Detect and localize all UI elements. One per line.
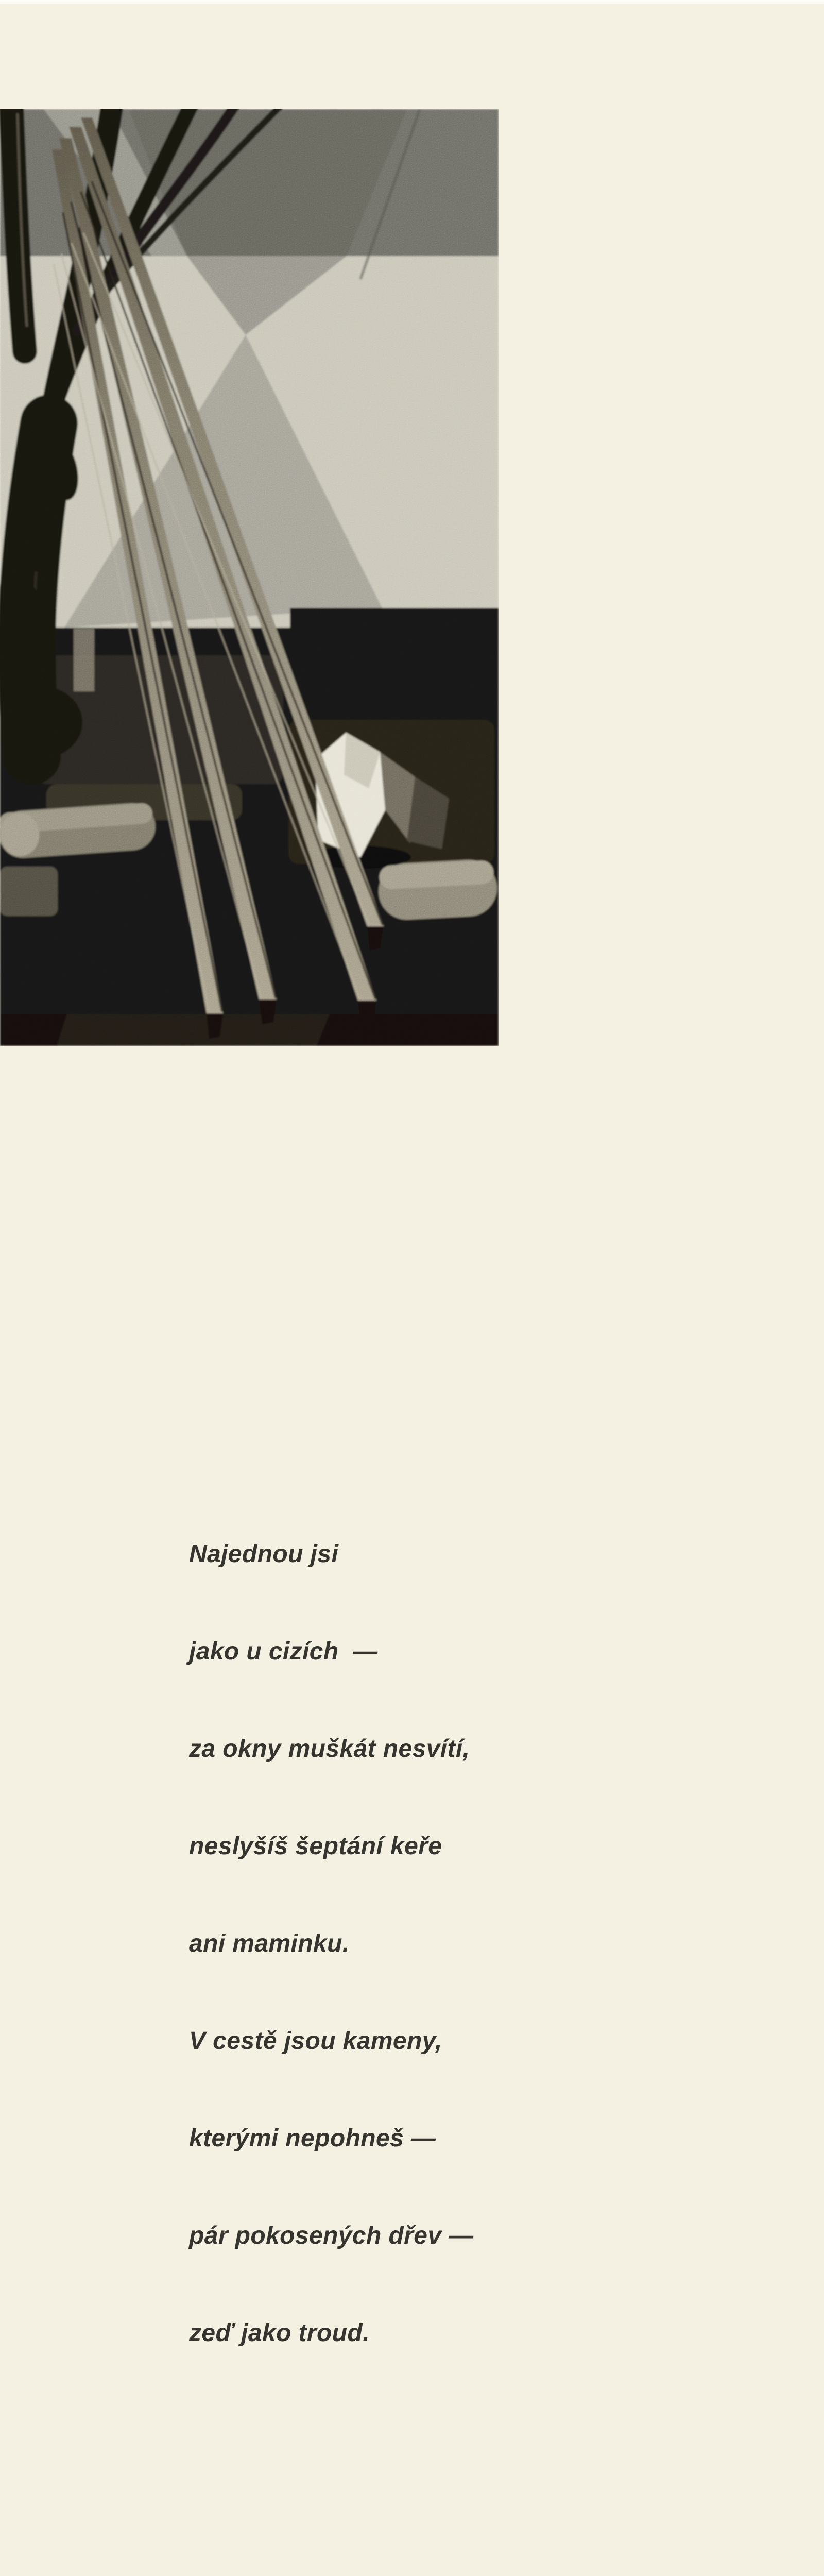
poem-line: V cestě jsou kameny,	[189, 2027, 442, 2055]
artwork-illustration	[0, 109, 499, 1046]
poem-line: zeď jako troud.	[189, 2319, 370, 2347]
poem-line: pár pokosených dřev —	[189, 2222, 474, 2249]
poem	[189, 1408, 474, 2576]
grain-overlay	[0, 109, 499, 1046]
poem-line: za okny muškát nesvítí,	[189, 1735, 470, 1762]
poem-line: kterými nepohneš —	[189, 2125, 436, 2152]
page-top-edge	[0, 0, 824, 4]
poem-line: jako u cizích —	[189, 1638, 378, 1665]
poem-stanza-2	[189, 2513, 474, 2576]
poem-stanza-1	[189, 1473, 474, 2414]
poem-line: Najednou jsi	[189, 1540, 339, 1568]
poem-line: neslyšíš šeptání keře	[189, 1833, 442, 1860]
poem-line: ani maminku.	[189, 1930, 350, 1957]
artwork-plate	[0, 109, 499, 1046]
